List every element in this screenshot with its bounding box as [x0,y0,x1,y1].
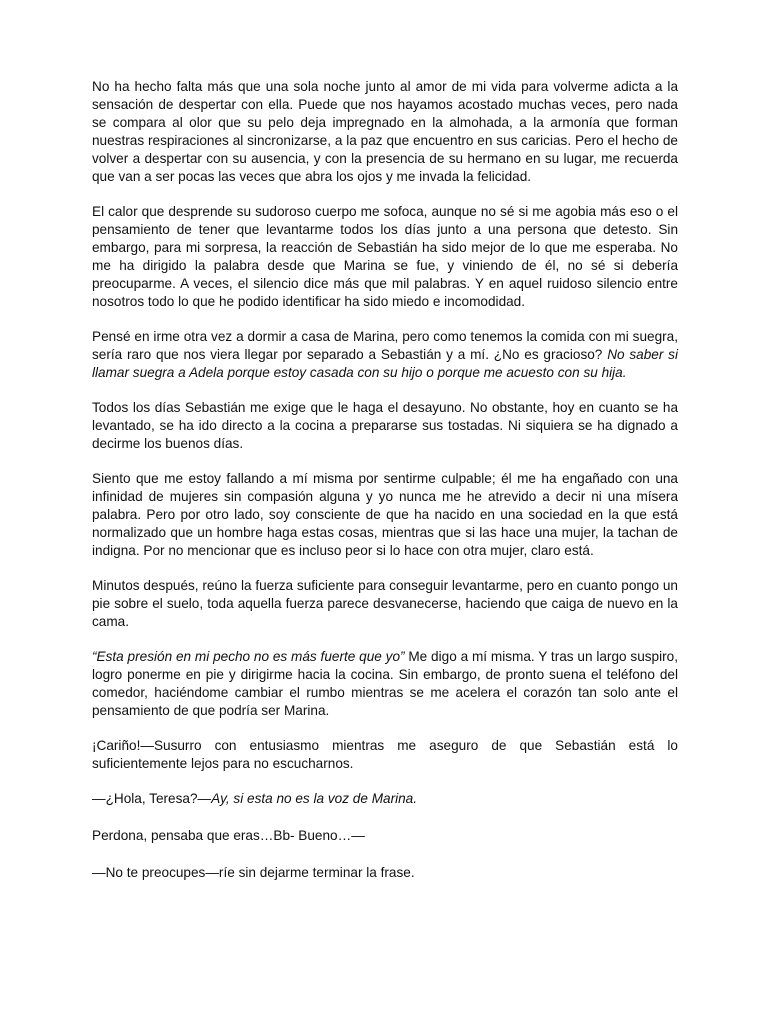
paragraph-3-text: Pensé en irme otra vez a dormir a casa de Marina, pero como tenemos la comida con mi suegra, sería raro que nos viera llegar por separado a Sebastián y a mí. ¿No es gracioso? [92,329,678,362]
document-page [92,78,678,882]
paragraph-3-italic-text: No saber si llamar suegra a Adela porque estoy casada con su hijo o porque me acuesto con su hija. [92,347,678,380]
paragraph-4: Todos los días Sebastián me exige que le haga el desayuno. No obstante, hoy en cuanto se ha levantado, se ha ido directo a la cocina a prepararse sus tostadas. Ni siquiera se ha dignado a decirme los buenos días. [92,400,678,451]
paragraph-3 [92,328,678,382]
paragraph-5: Siento que me estoy fallando a mí misma por sentirme culpable; él me ha engañado con una infinidad de mujeres sin compasión alguna y yo nunca me he atrevido a decir ni una mísera palabra. Pero por otro lado, soy consciente de que ha nacido en una sociedad en la que está normalizado que un hombre haga estas cosas, mientras que si las hace una mujer, la tachan de indigna. Por no mencionar que es incluso peor si lo hace con otra mujer, claro está. [92,471,678,558]
paragraph-7 [92,648,678,720]
paragraph-7-italic-text: “Esta presión en mi pecho no es más fuerte que yo” [92,649,405,664]
paragraph-6: Minutos después, reúno la fuerza suficiente para conseguir levantarme, pero en cuanto pongo un pie sobre el suelo, toda aquella fuerza parece desvanecerse, haciendo que caiga de nuevo en la cama. [92,578,678,629]
paragraph-10: Perdona, pensaba que eras…Bb- Bueno…— [92,828,365,843]
paragraph-11: —No te preocupes—ríe sin dejarme terminar la frase. [92,865,415,880]
paragraph-9 [92,790,678,808]
paragraph-7-text: Me digo a mí misma. Y tras un largo suspiro, logro ponerme en pie y dirigirme hacia la cocina. Sin embargo, de pronto suena el teléfono del comedor, haciéndome cambiar el rumbo mientras se me acelera el corazón tan solo ante el pensamiento de que podría ser Marina. [92,649,678,718]
paragraph-2: El calor que desprende su sudoroso cuerpo me sofoca, aunque no sé si me agobia más eso o el pensamiento de tener que levantarme todos los días junto a una persona que detesto. Sin embargo, para mi sorpresa, la reacción de Sebastián ha sido mejor de lo que me esperaba. No me ha dirigido la palabra desde que Marina se fue, y viniendo de él, no sé si debería preocuparme. A veces, el silencio dice más que mil palabras. Y en aquel ruidoso silencio entre nosotros todo lo que he podido identificar ha sido miedo e incomodidad. [92,204,678,309]
paragraph-1: No ha hecho falta más que una sola noche junto al amor de mi vida para volverme adicta a la sensación de despertar con ella. Puede que nos hayamos acostado muchas veces, pero nada se compara al olor que su pelo deja impregnado en la almohada, a la armonía que forman nuestras respiraciones al sincronizarse, a la paz que encuentro en sus caricias. Pero el hecho de volver a despertar con su ausencia, y con la presencia de su hermano en su lugar, me recuerda que van a ser pocas las veces que abra los ojos y me invada la felicidad. [92,79,678,184]
paragraph-9-text: —¿Hola, Teresa?— [92,791,212,806]
paragraph-9-italic-text: Ay, si esta no es la voz de Marina. [211,791,418,806]
paragraph-8: ¡Cariño!—Susurro con entusiasmo mientras me aseguro de que Sebastián está lo suficientemente lejos para no escucharnos. [92,738,678,771]
